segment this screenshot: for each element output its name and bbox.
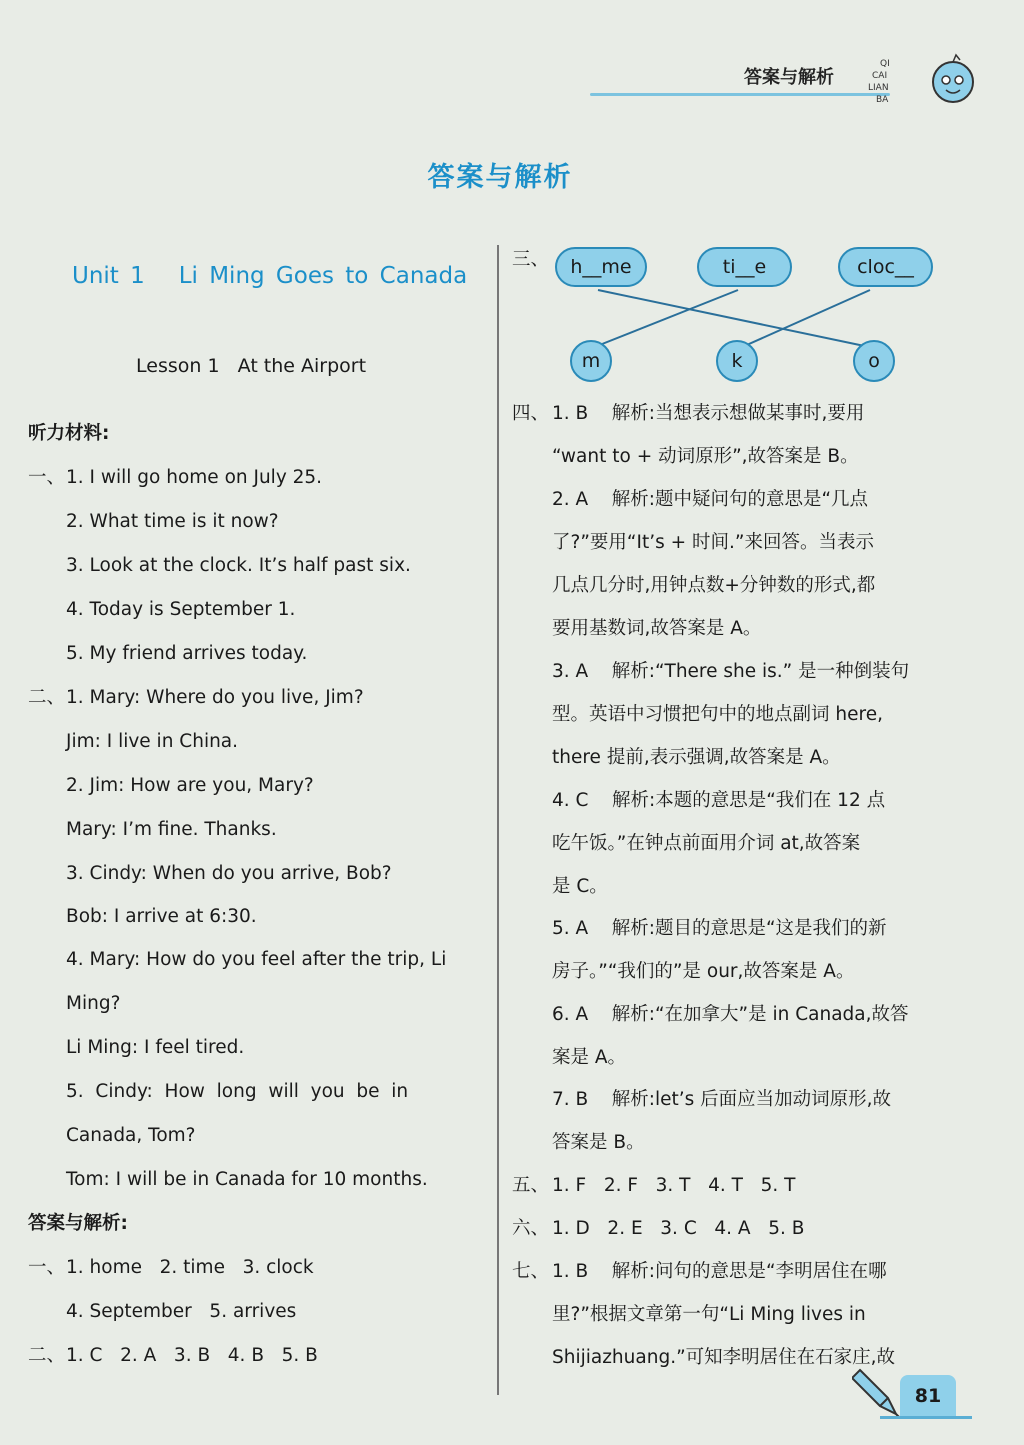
dialogue-line: Canada, Tom? (66, 1125, 196, 1146)
section-3-prefix: 三、 (512, 249, 550, 270)
letter-circle-o: o (853, 340, 895, 382)
answers-1-prefix: 一、 (28, 1257, 66, 1278)
explanation-line: Shijiazhuang.”可知李明居住在石家庄,故 (552, 1347, 896, 1368)
pencil-icon (852, 1362, 902, 1420)
explanation-line: 吃午饭。”在钟点前面用介词 at,故答案 (552, 833, 861, 854)
dialogue-line: Jim: I live in China. (66, 731, 239, 752)
section-2-prefix: 二、 (28, 687, 66, 708)
header-label: 答案与解析 (744, 67, 834, 88)
listening-line: 2. What time is it now? (66, 511, 279, 532)
answer-line: 1. home 2. time 3. clock (66, 1257, 314, 1278)
dialogue-line: Bob: I arrive at 6:30. (66, 906, 257, 927)
dialogue-line: 1. Mary: Where do you live, Jim? (66, 687, 364, 708)
word-pill-clock: cloc__ (838, 247, 933, 287)
mascot-text-2: CAI (872, 71, 888, 81)
answer-line: 4. September 5. arrives (66, 1301, 297, 1322)
listening-heading: 听力材料: (28, 423, 110, 444)
listening-line: 5. My friend arrives today. (66, 643, 308, 664)
word-pill-home: h__me (555, 247, 647, 287)
dialogue-line: Li Ming: I feel tired. (66, 1037, 245, 1058)
word-pill-time: ti__e (697, 247, 792, 287)
lesson-title: Lesson 1 At the Airport (136, 355, 367, 377)
explanation-line: 2. A 解析:题中疑问句的意思是“几点 (552, 489, 869, 510)
explanation-line: “want to + 动词原形”,故答案是 B。 (552, 446, 859, 467)
explanation-line: 里?”根据文章第一句“Li Ming lives in (552, 1304, 866, 1325)
dialogue-line: Ming? (66, 993, 121, 1014)
footer-rule (880, 1416, 972, 1419)
explanation-line: 房子。”“我们的”是 our,故答案是 A。 (552, 961, 855, 982)
answers-heading: 答案与解析: (28, 1213, 128, 1234)
dialogue-line: 5. Cindy: How long will you be in (66, 1081, 409, 1102)
page-number: 81 (900, 1375, 956, 1417)
explanation-line: 答案是 B。 (552, 1132, 645, 1153)
explanation-line: 7. B 解析:let’s 后面应当加动词原形,故 (552, 1089, 892, 1110)
listening-line: 1. I will go home on July 25. (66, 467, 323, 488)
listening-line: 4. Today is September 1. (66, 599, 296, 620)
answer-line: 1. D 2. E 3. C 4. A 5. B (552, 1218, 805, 1239)
section-6-prefix: 六、 (512, 1218, 550, 1239)
explanation-line: 5. A 解析:题目的意思是“这是我们的新 (552, 918, 887, 939)
header-rule (590, 93, 890, 96)
explanation-line: 几点几分时,用钟点数+分钟数的形式,都 (552, 575, 876, 596)
answer-line: 1. C 2. A 3. B 4. B 5. B (66, 1345, 318, 1366)
dialogue-line: 4. Mary: How do you feel after the trip, Li (66, 949, 447, 970)
dialogue-line: Mary: I’m fine. Thanks. (66, 819, 277, 840)
mascot-text-3: LIAN (868, 83, 889, 93)
section-4-prefix: 四、 (512, 403, 550, 424)
letter-circle-m: m (570, 340, 612, 382)
explanation-line: 要用基数词,故答案是 A。 (552, 618, 762, 639)
explanation-line: 1. B 解析:当想表示想做某事时,要用 (552, 403, 865, 424)
dialogue-line: 3. Cindy: When do you arrive, Bob? (66, 863, 392, 884)
mascot-logo (858, 52, 978, 112)
mascot-text-1: QI (880, 59, 890, 69)
mascot-text-4: BA (876, 95, 889, 105)
explanation-line: there 提前,表示强调,故答案是 A。 (552, 747, 841, 768)
explanation-line: 1. B 解析:问句的意思是“李明居住在哪 (552, 1261, 887, 1282)
explanation-line: 3. A 解析:“There she is.” 是一种倒装句 (552, 661, 910, 682)
dialogue-line: Tom: I will be in Canada for 10 months. (66, 1169, 428, 1190)
listening-line: 3. Look at the clock. It’s half past six. (66, 555, 411, 576)
answer-line: 1. F 2. F 3. T 4. T 5. T (552, 1175, 796, 1196)
section-1-prefix: 一、 (28, 467, 66, 488)
section-7-prefix: 七、 (512, 1261, 550, 1282)
explanation-line: 案是 A。 (552, 1047, 627, 1068)
answers-2-prefix: 二、 (28, 1345, 66, 1366)
explanation-line: 4. C 解析:本题的意思是“我们在 12 点 (552, 790, 886, 811)
explanation-line: 了?”要用“It’s + 时间.”来回答。当表示 (552, 532, 874, 553)
explanation-line: 是 C。 (552, 876, 608, 897)
unit-title: Unit 1 Li Ming Goes to Canada (72, 263, 468, 289)
explanation-line: 6. A 解析:“在加拿大”是 in Canada,故答 (552, 1004, 909, 1025)
explanation-line: 型。英语中习惯把句中的地点副词 here, (552, 704, 883, 725)
dialogue-line: 2. Jim: How are you, Mary? (66, 775, 314, 796)
page-title: 答案与解析 (427, 162, 573, 193)
letter-circle-k: k (716, 340, 758, 382)
section-5-prefix: 五、 (512, 1175, 550, 1196)
column-divider (497, 245, 499, 1395)
